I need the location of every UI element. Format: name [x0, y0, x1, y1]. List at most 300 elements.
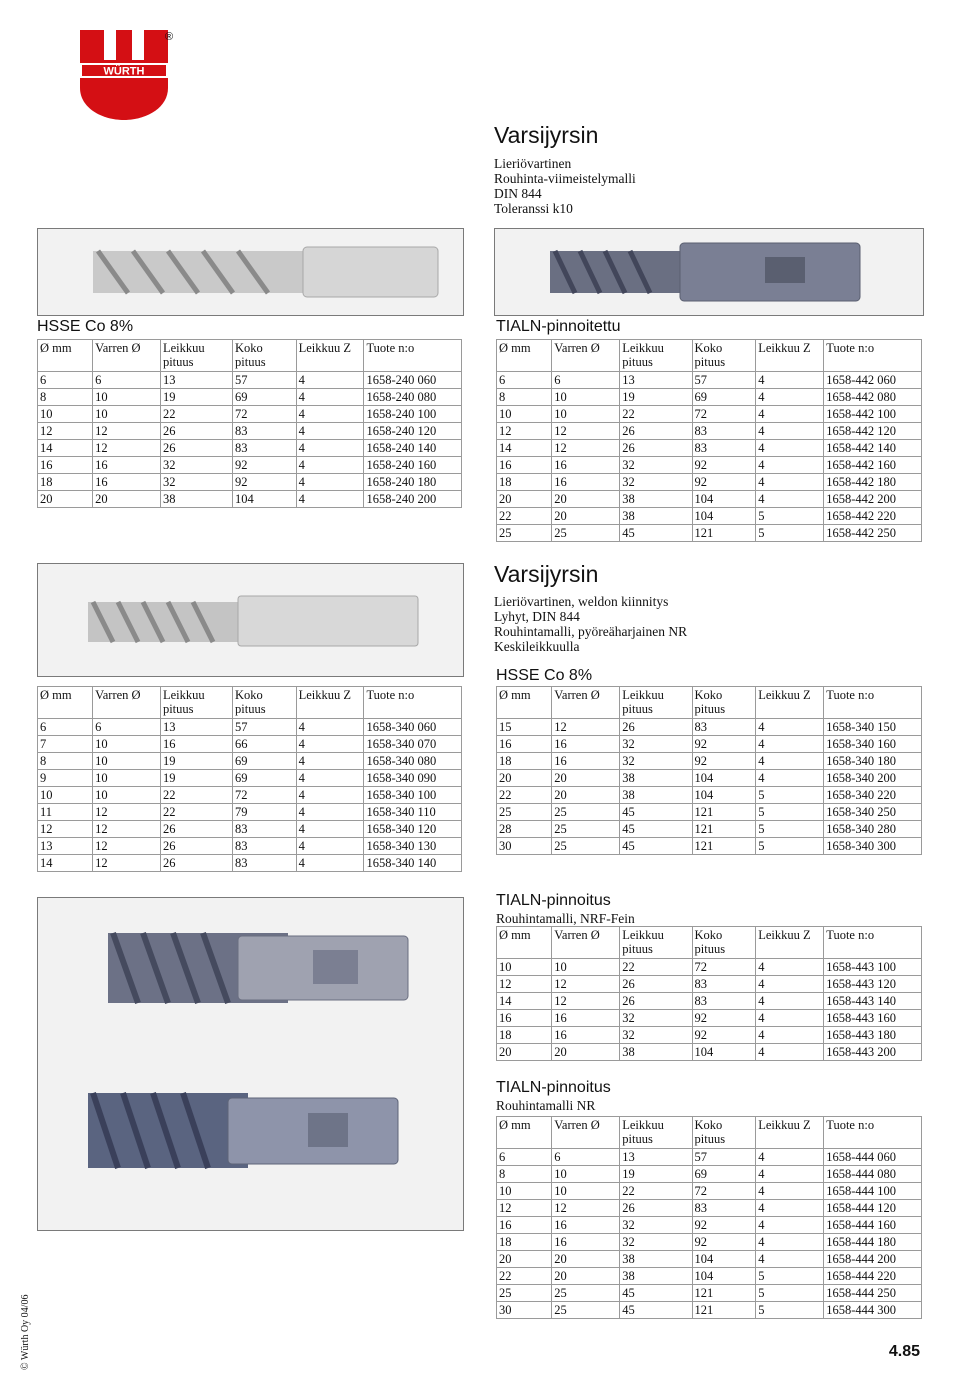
table-cell: 4: [296, 423, 364, 440]
table-cell: 22: [497, 787, 552, 804]
table-cell: 4: [296, 474, 364, 491]
table-row: [38, 753, 462, 770]
table-cell: 4: [756, 959, 824, 976]
table-cell: 16: [497, 1217, 552, 1234]
table-cell: 4: [296, 372, 364, 389]
table-cell: 32: [620, 753, 692, 770]
column-header: Tuote n:o: [824, 687, 922, 719]
table-cell: 22: [497, 508, 552, 525]
table-header-row: [497, 1117, 922, 1149]
table-row: [497, 1302, 922, 1319]
table-row: [497, 770, 922, 787]
table-row: [497, 1200, 922, 1217]
table-cell: 4: [756, 1217, 824, 1234]
table-row: [497, 719, 922, 736]
table-cell: 6: [93, 719, 161, 736]
table-cell: 4: [756, 440, 824, 457]
table-header-row: [497, 340, 922, 372]
table-cell: 1658-442 200: [824, 491, 922, 508]
table-cell: 15: [497, 719, 552, 736]
table-row: [497, 976, 922, 993]
table-cell: 26: [160, 440, 232, 457]
section1-line: Rouhinta-viimeistelymalli: [494, 171, 636, 186]
table-cell: 20: [497, 491, 552, 508]
table-cell: 22: [620, 1183, 692, 1200]
table-cell: 1658-442 120: [824, 423, 922, 440]
column-header: Leikkuu pituus: [620, 927, 692, 959]
section1-title: Varsijyrsin: [494, 122, 599, 148]
table-row: [497, 1183, 922, 1200]
table3-title: TIALN-pinnoitettu: [496, 318, 621, 335]
table-row: [38, 770, 462, 787]
table-cell: 18: [497, 1234, 552, 1251]
table-cell: 12: [497, 1200, 552, 1217]
table-cell: 22: [497, 1268, 552, 1285]
table-cell: 4: [296, 406, 364, 423]
table-cell: 26: [160, 423, 232, 440]
column-header: Tuote n:o: [364, 687, 462, 719]
table-cell: 12: [552, 440, 620, 457]
table-cell: 1658-340 180: [824, 753, 922, 770]
table-row: [497, 474, 922, 491]
column-header: Leikkuu Z: [756, 340, 824, 372]
table-cell: 26: [620, 976, 692, 993]
table-cell: 121: [692, 1302, 756, 1319]
table-cell: 45: [620, 1285, 692, 1302]
table-cell: 1658-444 300: [824, 1302, 922, 1319]
table-cell: 1658-340 160: [824, 736, 922, 753]
table-cell: 16: [552, 753, 620, 770]
table-cell: 10: [38, 406, 93, 423]
table-cell: 4: [756, 770, 824, 787]
table-cell: 121: [692, 838, 756, 855]
column-header: Leikkuu Z: [296, 340, 364, 372]
table-cell: 4: [756, 1166, 824, 1183]
table-cell: 1658-240 120: [364, 423, 462, 440]
table-cell: 1658-442 160: [824, 457, 922, 474]
table-cell: 1658-240 180: [364, 474, 462, 491]
column-header: Varren Ø: [552, 340, 620, 372]
table-cell: 72: [692, 1183, 756, 1200]
table-cell: 1658-340 130: [364, 838, 462, 855]
section1-line: DIN 844: [494, 186, 542, 201]
column-header: Tuote n:o: [364, 340, 462, 372]
table-row: [497, 787, 922, 804]
table-cell: 69: [233, 770, 297, 787]
section1-line: Lieriövartinen: [494, 156, 572, 171]
table-cell: 4: [756, 976, 824, 993]
table-cell: 19: [160, 753, 232, 770]
table-cell: 18: [497, 474, 552, 491]
table-tialn-1658-442: [496, 339, 922, 542]
table-header-row: [38, 687, 462, 719]
table-row: [497, 993, 922, 1010]
table-cell: 92: [692, 1027, 756, 1044]
table-cell: 1658-443 140: [824, 993, 922, 1010]
table-cell: 1658-340 280: [824, 821, 922, 838]
column-header: Ø mm: [38, 687, 93, 719]
table-cell: 9: [38, 770, 93, 787]
table-cell: 1658-444 250: [824, 1285, 922, 1302]
table-cell: 121: [692, 821, 756, 838]
table-cell: 4: [756, 457, 824, 474]
table-cell: 38: [620, 491, 692, 508]
table-cell: 20: [552, 508, 620, 525]
table-cell: 69: [233, 389, 297, 406]
table6-subtitle: Rouhintamalli NR: [496, 1098, 596, 1113]
table-cell: 13: [160, 372, 232, 389]
table-row: [38, 838, 462, 855]
table-cell: 4: [756, 1200, 824, 1217]
table-cell: 4: [756, 719, 824, 736]
table5-subtitle: Rouhintamalli, NRF-Fein: [496, 911, 635, 926]
section1-line: Toleranssi k10: [494, 201, 573, 216]
table6-title: TIALN-pinnoitus: [496, 1079, 611, 1096]
table-cell: 1658-340 200: [824, 770, 922, 787]
table-row: [497, 1044, 922, 1061]
table-cell: 4: [296, 804, 364, 821]
table-cell: 1658-240 140: [364, 440, 462, 457]
column-header: Tuote n:o: [824, 340, 922, 372]
wurth-logo: [80, 30, 168, 120]
table-tialn-1658-444: [496, 1116, 922, 1319]
table-cell: 1658-444 220: [824, 1268, 922, 1285]
table-tialn-1658-443: [496, 926, 922, 1061]
table-cell: 32: [620, 474, 692, 491]
table-cell: 83: [692, 993, 756, 1010]
table-cell: 1658-442 100: [824, 406, 922, 423]
table-cell: 1658-340 250: [824, 804, 922, 821]
table-cell: 16: [93, 457, 161, 474]
table-header-row: [497, 927, 922, 959]
table-cell: 19: [620, 389, 692, 406]
table-row: [497, 406, 922, 423]
table-cell: 1658-240 080: [364, 389, 462, 406]
table-cell: 4: [296, 457, 364, 474]
table-cell: 4: [756, 1234, 824, 1251]
table-cell: 1658-442 250: [824, 525, 922, 542]
table-cell: 6: [497, 1149, 552, 1166]
table-cell: 4: [756, 423, 824, 440]
table-cell: 20: [552, 491, 620, 508]
table-cell: 83: [233, 855, 297, 872]
table-cell: 18: [497, 753, 552, 770]
table-cell: 4: [296, 440, 364, 457]
table-cell: 12: [38, 423, 93, 440]
table-cell: 5: [756, 804, 824, 821]
table-cell: 1658-240 100: [364, 406, 462, 423]
table-cell: 83: [692, 719, 756, 736]
table-cell: 1658-443 100: [824, 959, 922, 976]
table-cell: 20: [38, 491, 93, 508]
table-cell: 10: [497, 1183, 552, 1200]
table-cell: 20: [552, 1251, 620, 1268]
table-cell: 14: [497, 993, 552, 1010]
table-cell: 4: [756, 406, 824, 423]
table-cell: 19: [620, 1166, 692, 1183]
table-cell: 8: [497, 389, 552, 406]
table-cell: 4: [296, 770, 364, 787]
table-cell: 26: [620, 440, 692, 457]
table-cell: 1658-340 120: [364, 821, 462, 838]
table-cell: 8: [38, 753, 93, 770]
table-row: [38, 736, 462, 753]
table-cell: 10: [552, 1183, 620, 1200]
table-cell: 1658-340 090: [364, 770, 462, 787]
table-row: [497, 423, 922, 440]
table-cell: 92: [233, 474, 297, 491]
table-cell: 22: [620, 959, 692, 976]
table-cell: 1658-442 060: [824, 372, 922, 389]
copyright-note: © Würth Oy 04/06: [20, 1294, 31, 1370]
section2-title: Varsijyrsin: [494, 561, 599, 587]
table-cell: 1658-442 180: [824, 474, 922, 491]
table-cell: 1658-442 080: [824, 389, 922, 406]
table-cell: 92: [692, 736, 756, 753]
table-cell: 26: [160, 838, 232, 855]
table-cell: 11: [38, 804, 93, 821]
table-cell: 14: [38, 855, 93, 872]
column-header: Tuote n:o: [824, 927, 922, 959]
table-cell: 16: [552, 1234, 620, 1251]
table-cell: 57: [692, 1149, 756, 1166]
table-cell: 83: [233, 440, 297, 457]
table-cell: 26: [620, 719, 692, 736]
table-cell: 83: [233, 423, 297, 440]
table-cell: 83: [233, 838, 297, 855]
column-header: Ø mm: [497, 1117, 552, 1149]
table-row: [497, 1027, 922, 1044]
table-cell: 25: [497, 525, 552, 542]
table-cell: 25: [552, 525, 620, 542]
table-cell: 20: [552, 1268, 620, 1285]
table-row: [497, 821, 922, 838]
table-cell: 66: [233, 736, 297, 753]
table-cell: 6: [497, 372, 552, 389]
table-cell: 45: [620, 1302, 692, 1319]
table-cell: 5: [756, 838, 824, 855]
product-photo-1658-442: [494, 228, 924, 316]
table-cell: 69: [692, 389, 756, 406]
table-row: [497, 1285, 922, 1302]
table-cell: 25: [552, 1302, 620, 1319]
table-cell: 1658-444 060: [824, 1149, 922, 1166]
table-cell: 104: [692, 491, 756, 508]
table-cell: 104: [692, 787, 756, 804]
table-cell: 16: [552, 1027, 620, 1044]
table-row: [497, 491, 922, 508]
table-cell: 25: [552, 1285, 620, 1302]
table-cell: 5: [756, 525, 824, 542]
table-cell: 10: [552, 959, 620, 976]
table-row: [38, 474, 462, 491]
table-cell: 38: [620, 770, 692, 787]
table-cell: 10: [93, 753, 161, 770]
table-header-row: [38, 340, 462, 372]
table-cell: 72: [692, 406, 756, 423]
table-cell: 28: [497, 821, 552, 838]
table-row: [497, 753, 922, 770]
table-cell: 6: [552, 1149, 620, 1166]
table-row: [497, 1251, 922, 1268]
table-cell: 5: [756, 1268, 824, 1285]
table-cell: 12: [38, 821, 93, 838]
table-cell: 4: [756, 993, 824, 1010]
table-cell: 30: [497, 838, 552, 855]
table-cell: 5: [756, 787, 824, 804]
table-cell: 26: [160, 821, 232, 838]
column-header: Leikkuu Z: [296, 687, 364, 719]
table-cell: 45: [620, 838, 692, 855]
section2-line: Lyhyt, DIN 844: [494, 609, 580, 624]
table-cell: 10: [552, 406, 620, 423]
table-cell: 12: [497, 976, 552, 993]
table-cell: 4: [296, 787, 364, 804]
table-cell: 12: [93, 821, 161, 838]
table-cell: 25: [497, 804, 552, 821]
table-hsse-1658-240: [37, 339, 462, 508]
table-cell: 104: [692, 508, 756, 525]
table-row: [38, 440, 462, 457]
column-header: Leikkuu pituus: [160, 687, 232, 719]
table-cell: 4: [756, 372, 824, 389]
table-cell: 92: [692, 753, 756, 770]
table-cell: 1658-340 220: [824, 787, 922, 804]
table-row: [38, 787, 462, 804]
table-row: [497, 1268, 922, 1285]
table-cell: 16: [497, 1010, 552, 1027]
table-cell: 18: [497, 1027, 552, 1044]
table-cell: 10: [38, 787, 93, 804]
table-cell: 20: [552, 1044, 620, 1061]
table-cell: 32: [620, 1234, 692, 1251]
table-cell: 5: [756, 821, 824, 838]
table-cell: 83: [692, 976, 756, 993]
table-cell: 7: [38, 736, 93, 753]
table-hsse-1658-340-long: [496, 686, 922, 855]
table-cell: 72: [233, 787, 297, 804]
table-cell: 1658-442 220: [824, 508, 922, 525]
section2-line: Rouhintamalli, pyöreäharjainen NR: [494, 624, 688, 639]
table-cell: 104: [233, 491, 297, 508]
table-cell: 13: [620, 1149, 692, 1166]
table-cell: 104: [692, 1044, 756, 1061]
table-cell: 6: [93, 372, 161, 389]
table-cell: 16: [497, 457, 552, 474]
table-cell: 30: [497, 1302, 552, 1319]
table-cell: 12: [93, 838, 161, 855]
table-cell: 10: [93, 770, 161, 787]
column-header: Koko pituus: [692, 1117, 756, 1149]
table-cell: 12: [93, 440, 161, 457]
table-row: [38, 804, 462, 821]
table-cell: 16: [160, 736, 232, 753]
table-cell: 45: [620, 804, 692, 821]
table-cell: 4: [296, 753, 364, 770]
table-cell: 38: [620, 508, 692, 525]
table-cell: 69: [233, 753, 297, 770]
table-cell: 4: [756, 389, 824, 406]
table-cell: 72: [692, 959, 756, 976]
table-cell: 22: [160, 787, 232, 804]
table-cell: 4: [756, 1251, 824, 1268]
table-cell: 16: [552, 1010, 620, 1027]
table-cell: 22: [160, 804, 232, 821]
section2-subtitle: [494, 594, 687, 654]
table-cell: 8: [497, 1166, 552, 1183]
table-cell: 4: [296, 491, 364, 508]
table-cell: 22: [160, 406, 232, 423]
table-cell: 20: [497, 770, 552, 787]
table-row: [497, 1149, 922, 1166]
table-cell: 1658-444 080: [824, 1166, 922, 1183]
table-row: [38, 457, 462, 474]
table-cell: 16: [552, 457, 620, 474]
table-cell: 1658-443 180: [824, 1027, 922, 1044]
table-cell: 1658-240 160: [364, 457, 462, 474]
table-cell: 4: [296, 389, 364, 406]
table-row: [497, 1217, 922, 1234]
table-cell: 5: [756, 1285, 824, 1302]
table-cell: 12: [552, 1200, 620, 1217]
table-cell: 32: [160, 457, 232, 474]
table-cell: 92: [692, 1234, 756, 1251]
table5-title: TIALN-pinnoitus: [496, 892, 611, 909]
table-cell: 4: [756, 1183, 824, 1200]
table-cell: 12: [552, 993, 620, 1010]
column-header: Varren Ø: [93, 340, 161, 372]
table-cell: 16: [552, 474, 620, 491]
table-cell: 4: [756, 474, 824, 491]
table-cell: 57: [233, 719, 297, 736]
table-cell: 12: [552, 719, 620, 736]
table-cell: 8: [38, 389, 93, 406]
table-row: [497, 736, 922, 753]
table-row: [38, 855, 462, 872]
table-row: [38, 406, 462, 423]
table-cell: 13: [160, 719, 232, 736]
table-cell: 16: [38, 457, 93, 474]
table-row: [38, 372, 462, 389]
table1-title: HSSE Co 8%: [37, 318, 134, 335]
table-cell: 4: [756, 1010, 824, 1027]
column-header: Leikkuu pituus: [620, 340, 692, 372]
table-cell: 32: [620, 1217, 692, 1234]
table-cell: 4: [756, 1027, 824, 1044]
table-cell: 92: [692, 457, 756, 474]
table-cell: 57: [692, 372, 756, 389]
table-header-row: [497, 687, 922, 719]
table-cell: 32: [620, 1027, 692, 1044]
table-cell: 12: [497, 423, 552, 440]
table-cell: 4: [296, 736, 364, 753]
table-row: [497, 525, 922, 542]
table-row: [38, 491, 462, 508]
table-cell: 25: [552, 838, 620, 855]
table-cell: 1658-444 180: [824, 1234, 922, 1251]
table-cell: 45: [620, 525, 692, 542]
table-cell: 69: [692, 1166, 756, 1183]
table-cell: 20: [552, 787, 620, 804]
table-cell: 32: [620, 1010, 692, 1027]
column-header: Leikkuu pituus: [620, 687, 692, 719]
product-photo-1658-443-444: [37, 897, 464, 1231]
table-row: [38, 389, 462, 406]
column-header: Varren Ø: [552, 927, 620, 959]
table-cell: 10: [552, 389, 620, 406]
table-cell: 25: [552, 821, 620, 838]
table-cell: 1658-340 300: [824, 838, 922, 855]
